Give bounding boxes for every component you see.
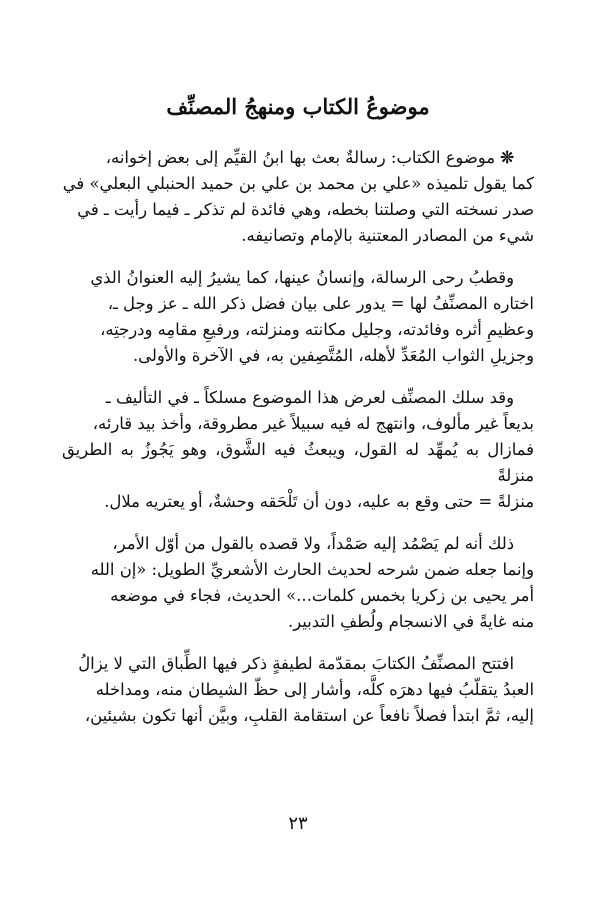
paragraph-4 bbox=[62, 531, 534, 635]
paragraph-1-line-4: شيء من المصادر المعتنية بالإمام وتصانيفه. bbox=[241, 226, 534, 245]
paragraph-5 bbox=[62, 651, 534, 729]
paragraph-4-line-1: ذلك أنه لم يَصْمُد إليه صَمْداً، ولا قصده بالقول من أوّل الأمر، bbox=[112, 534, 514, 553]
page-number: ٢٣ bbox=[288, 813, 308, 834]
page-title: موضوعُ الكتاب ومنهجُ المصنِّف bbox=[166, 94, 430, 119]
paragraph-5-line-2: العبدُ يتقلّبُ فيها دهرَه كلَّه، وأشار إلى حظّ الشيطان منه، ومداخله bbox=[95, 680, 534, 699]
paragraph-2 bbox=[62, 265, 534, 369]
paragraph-2-line-1: وقطبُ رحى الرسالة، وإنسانُ عينها، كما يشيرُ إليه العنوانُ الذي bbox=[90, 268, 514, 287]
paragraph-3-line-4: منزلةً = حتى وقع به عليه، دون أن تَلْحَقه وحشةٌ، أو يعتريه ملال. bbox=[104, 492, 534, 511]
paragraph-1 bbox=[62, 145, 534, 249]
star-marker-icon: ❊ bbox=[500, 148, 514, 167]
paragraph-3-line-2: بديعاً غير مألوف، وانتهج له فيه سبيلاً غير مطروقة، وأخذ بيد قارئه، bbox=[92, 414, 534, 433]
body-text bbox=[62, 145, 534, 745]
paragraph-5-line-1: افتتح المصنِّفُ الكتابَ بمقدّمة لطيفةٍ ذكر فيها الطِّباق التي لا يزالُ bbox=[78, 654, 514, 673]
paragraph-5-line-3: إليه، ثمَّ ابتدأ فصلاً نافعاً عن استقامة القلبِ، وبيَّن أنها تكون بشيئين، bbox=[84, 706, 534, 725]
paragraph-3-line-1: وقد سلك المصنِّف لعرض هذا الموضوع مسلكاً ـ في التأليف ـ bbox=[105, 388, 514, 407]
paragraph-4-line-2: وإنما جعله ضمن شرحه لحديث الحارث الأشعريِّ الطويل: «إن الله bbox=[90, 560, 534, 579]
paragraph-1-line-1: ❊ موضوع الكتاب: رسالةٌ بعث بها ابنُ القيِّم إلى بعض إخوانه، bbox=[105, 148, 514, 167]
paragraph-4-line-4: منه غايةً في الانسجام ولُطفِ التدبير. bbox=[288, 612, 534, 631]
paragraph-1-line-2: كما يقول تلميذه «علي بن محمد بن علي بن حميد الحنبلي البعلي» في bbox=[62, 174, 534, 193]
paragraph-3 bbox=[62, 385, 534, 515]
paragraph-4-line-3: أمر يحيى بن زكريا بخمس كلمات...» الحديث، فجاء في موضعه bbox=[110, 586, 534, 605]
paragraph-2-line-3: وعظيمِ أثره وفائدته، وجليل مكانته ومنزلته، ورفيعِ مقامِه ودرجتِه، bbox=[100, 320, 534, 339]
paragraph-2-line-4: وجزيلِ الثواب المُعَدِّ لأهله، المُتَّصِفين به، في الآخرة والأولى. bbox=[132, 346, 534, 365]
paragraph-1-line-3: صدر نسخته التي وصلتنا بخطه، وهي فائدة لم تذكر ـ فيما رأيت ـ في bbox=[77, 200, 534, 219]
paragraph-3-line-3: فمازال به يُمهِّد له القول، ويبعثُ فيه الشَّوق، وهو يَجُوزُ به الطريق منزلةً bbox=[62, 440, 534, 485]
paragraph-2-line-2: اختاره المصنِّفُ لها = يدور على بيان فضل ذكر الله ـ عز وجل ـ، bbox=[107, 294, 534, 313]
